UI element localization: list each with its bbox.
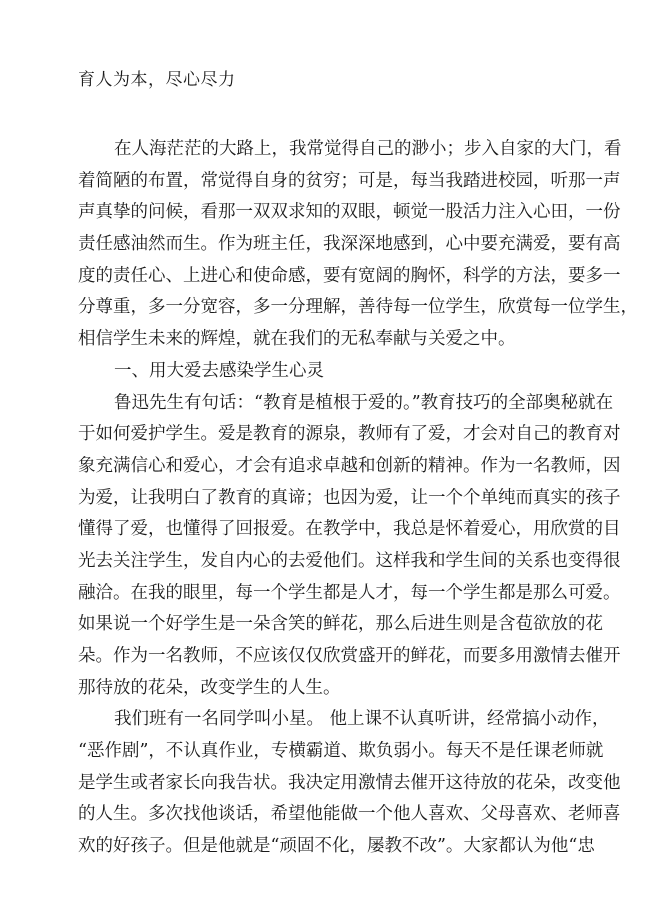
text-line: 为爱，让我明白了教育的真谛；也因为爱，让一个个单纯而真实的孩子 bbox=[78, 487, 621, 508]
text-line: 度的责任心、上进心和使命感，要有宽阔的胸怀，科学的方法，要多一 bbox=[78, 265, 621, 286]
text-line: 那待放的花朵，改变学生的人生。 bbox=[78, 677, 341, 698]
text-line: 责任感油然而生。作为班主任，我深深地感到，心中要充满爱，要有高 bbox=[78, 234, 621, 255]
text-line: 朵。作为一名教师，不应该仅仅欣赏盛开的鲜花，而要多用激情去催开 bbox=[78, 646, 621, 666]
text-line: 我们班有一名同学叫小星。 他上课不认真听讲，经常搞小动作， bbox=[114, 709, 610, 730]
text-line: 声真挚的问候，看那一双双求知的双眼，顿觉一股活力注入心田，一份 bbox=[78, 202, 621, 223]
text-line: 相信学生未来的辉煌，就在我们的无私奉献与关爱之中。 bbox=[78, 329, 516, 350]
text-line: 的人生。多次找他谈话，希望他能做一个他人喜欢、父母喜欢、老师喜 bbox=[78, 804, 621, 825]
text-line: 一、用大爱去感染学生心灵 bbox=[114, 360, 324, 381]
text-line: 于如何爱护学生。爱是教育的源泉，教师有了爱，才会对自己的教育对 bbox=[78, 424, 621, 445]
text-line: 在人海茫茫的大路上，我常觉得自己的渺小；步入自家的大门，看 bbox=[114, 139, 622, 159]
text-line: 分尊重，多一分宽容，多一分理解，善待每一位学生，欣赏每一位学生， bbox=[78, 297, 638, 318]
text-line: 如果说一个好学生是一朵含笑的鲜花，那么后进生则是含苞欲放的花 bbox=[78, 614, 603, 635]
text-line: 懂得了爱，也懂得了回报爱。在教学中，我总是怀着爱心，用欣赏的目 bbox=[78, 519, 621, 540]
text-line: 光去关注学生，发自内心的去爱他们。这样我和学生间的关系也变得很 bbox=[78, 550, 621, 571]
text-line: “恶作剧”，不认真作业，专横霸道、欺负弱小。每天不是任课老师就 bbox=[78, 741, 604, 762]
text-line: 象充满信心和爱心，才会有追求卓越和创新的精神。作为一名教师，因 bbox=[78, 455, 621, 476]
text-line: 是学生或者家长向我告状。我决定用激情去催开这待放的花朵，改变他 bbox=[78, 772, 621, 793]
document-title: 育人为本，尽心尽力 bbox=[78, 70, 236, 90]
document-body bbox=[78, 134, 638, 863]
text-line: 融洽。在我的眼里，每一个学生都是人才，每一个学生都是那么可爱。 bbox=[78, 582, 621, 603]
text-line: 着简陋的布置，常觉得自身的贫穷；可是，每当我踏进校园，听那一声 bbox=[78, 170, 621, 191]
text-line: 欢的好孩子。但是他就是“顽固不化，屡教不改”。大家都认为他“忠 bbox=[78, 836, 595, 857]
text-line: 鲁迅先生有句话：“教育是植根于爱的。”教育技巧的全部奥秘就在 bbox=[114, 392, 614, 413]
